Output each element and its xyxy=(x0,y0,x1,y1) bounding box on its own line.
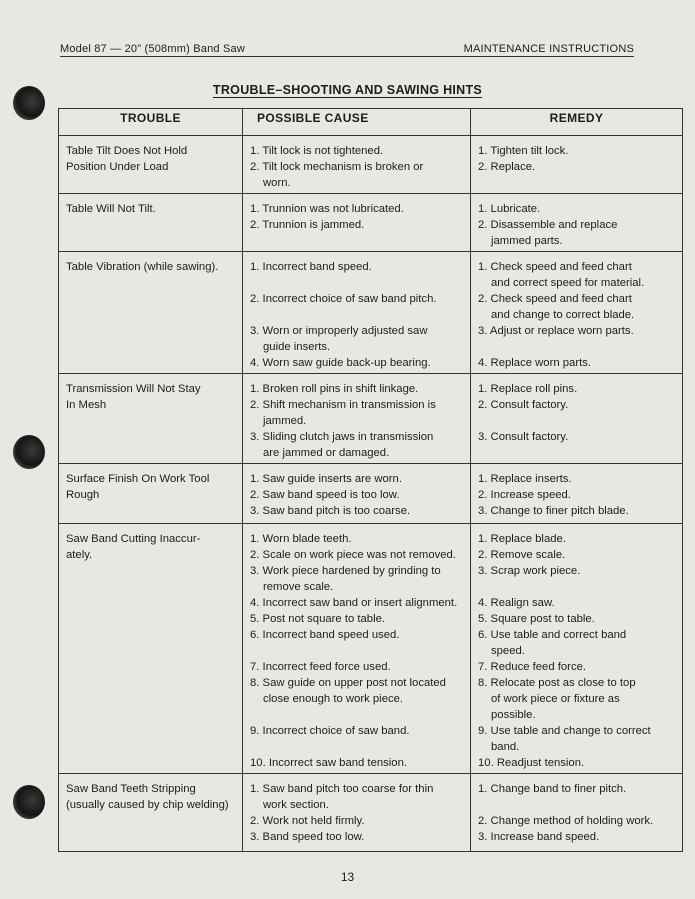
cause-cell xyxy=(243,774,471,852)
remedy-cell xyxy=(471,136,683,194)
running-header xyxy=(60,37,634,57)
remedy-item: 1. Replace blade. xyxy=(478,533,566,545)
column-header-remedy: REMEDY xyxy=(471,109,683,136)
cause-item: 2. Saw band speed is too low. xyxy=(250,489,400,501)
trouble-cell: Surface Finish On Work Tool Rough xyxy=(59,464,243,524)
cause-item: 1. Saw guide inserts are worn. xyxy=(250,473,402,485)
remedy-item: 1. Replace inserts. xyxy=(478,473,572,485)
remedy-item: 2. Disassemble and replace jammed parts. xyxy=(478,219,618,247)
table-row xyxy=(59,464,683,524)
remedy-item: 1. Replace roll pins. xyxy=(478,383,578,395)
cause-cell xyxy=(243,136,471,194)
cause-item: 3. Saw band pitch is too coarse. xyxy=(250,505,411,517)
cause-item: 2. Trunnion is jammed. xyxy=(250,219,365,231)
table-row xyxy=(59,774,683,852)
cause-item: 1. Saw band pitch too coarse for thin work section. xyxy=(250,783,434,811)
table-row xyxy=(59,374,683,464)
cause-item: 2. Scale on work piece was not removed. xyxy=(250,549,456,561)
cause-item: 1. Tilt lock is not tightened. xyxy=(250,145,384,157)
remedy-item: 2. Increase speed. xyxy=(478,489,571,501)
remedy-cell xyxy=(471,194,683,252)
cause-item: 1. Worn blade teeth. xyxy=(250,533,352,545)
cause-item: 9. Incorrect choice of saw band. xyxy=(250,725,410,737)
remedy-item: 3. Consult factory. xyxy=(478,431,569,443)
header-section: MAINTENANCE INSTRUCTIONS xyxy=(463,43,634,55)
cause-cell xyxy=(243,464,471,524)
remedy-item: 5. Square post to table. xyxy=(478,613,595,625)
remedy-item: 2. Replace. xyxy=(478,161,536,173)
trouble-cell: Table Will Not Tilt. xyxy=(59,194,243,252)
trouble-cell: Saw Band Cutting Inaccur- ately. xyxy=(59,524,243,774)
page-title: TROUBLE–SHOOTING AND SAWING HINTS xyxy=(212,83,483,97)
remedy-item: 4. Replace worn parts. xyxy=(478,357,592,369)
cause-cell xyxy=(243,374,471,464)
table-row xyxy=(59,136,683,194)
remedy-item: 3. Change to finer pitch blade. xyxy=(478,505,629,517)
table-header-row xyxy=(59,109,683,136)
column-header-trouble: TROUBLE xyxy=(59,109,243,136)
binder-hole xyxy=(13,785,45,819)
remedy-item: 2. Change method of holding work. xyxy=(478,815,654,827)
cause-item: 4. Worn saw guide back-up bearing. xyxy=(250,357,431,369)
cause-item: 3. Band speed too low. xyxy=(250,831,365,843)
cause-item: 10. Incorrect saw band tension. xyxy=(250,757,407,769)
cause-item: 3. Work piece hardened by grinding to remove scale. xyxy=(250,565,441,593)
cause-item: 1. Trunnion was not lubricated. xyxy=(250,203,404,215)
remedy-item: 4. Realign saw. xyxy=(478,597,555,609)
cause-item: 1. Broken roll pins in shift linkage. xyxy=(250,383,419,395)
cause-item: 8. Saw guide on upper post not located close enough to work piece. xyxy=(250,677,446,705)
trouble-cell: Transmission Will Not Stay In Mesh xyxy=(59,374,243,464)
remedy-cell xyxy=(471,524,683,774)
cause-item: 7. Incorrect feed force used. xyxy=(250,661,391,673)
remedy-item: 7. Reduce feed force. xyxy=(478,661,587,673)
remedy-item: 3. Increase band speed. xyxy=(478,831,600,843)
cause-cell xyxy=(243,194,471,252)
remedy-cell xyxy=(471,774,683,852)
remedy-item: 1. Check speed and feed chart and correct speed for material. xyxy=(478,261,645,289)
remedy-cell xyxy=(471,464,683,524)
remedy-item: 3. Adjust or replace worn parts. xyxy=(478,325,634,337)
header-model: Model 87 — 20" (508mm) Band Saw xyxy=(60,43,245,55)
remedy-item: 6. Use table and correct band speed. xyxy=(478,629,627,657)
cause-item: 6. Incorrect band speed used. xyxy=(250,629,400,641)
remedy-item: 2. Check speed and feed chart and change to correct blade. xyxy=(478,293,635,321)
binder-hole xyxy=(13,435,45,469)
remedy-item: 1. Lubricate. xyxy=(478,203,541,215)
cause-cell xyxy=(243,252,471,374)
remedy-item: 2. Remove scale. xyxy=(478,549,566,561)
remedy-item: 3. Scrap work piece. xyxy=(478,565,581,577)
remedy-item: 8. Relocate post as close to top of work piece or fixture as possible. xyxy=(478,677,636,721)
column-header-cause: POSSIBLE CAUSE xyxy=(243,109,471,136)
cause-item: 1. Incorrect band speed. xyxy=(250,261,372,273)
trouble-cell: Saw Band Teeth Stripping (usually caused by chip welding) xyxy=(59,774,243,852)
remedy-cell xyxy=(471,252,683,374)
cause-item: 5. Post not square to table. xyxy=(250,613,386,625)
cause-item: 2. Incorrect choice of saw band pitch. xyxy=(250,293,437,305)
cause-item: 2. Tilt lock mechanism is broken or worn. xyxy=(250,161,424,189)
remedy-item: 1. Tighten tilt lock. xyxy=(478,145,569,157)
table-row xyxy=(59,194,683,252)
trouble-cell: Table Tilt Does Not Hold Position Under Load xyxy=(59,136,243,194)
cause-item: 3. Sliding clutch jaws in transmission are jammed or damaged. xyxy=(250,431,434,459)
cause-cell xyxy=(243,524,471,774)
cause-item: 2. Shift mechanism in transmission is jammed. xyxy=(250,399,436,427)
troubleshooting-table xyxy=(58,108,683,852)
trouble-cell: Table Vibration (while sawing). xyxy=(59,252,243,374)
table-row xyxy=(59,252,683,374)
cause-item: 3. Worn or improperly adjusted saw guide inserts. xyxy=(250,325,428,353)
remedy-cell xyxy=(471,374,683,464)
cause-item: 4. Incorrect saw band or insert alignment. xyxy=(250,597,458,609)
cause-item: 2. Work not held firmly. xyxy=(250,815,365,827)
remedy-item: 1. Change band to finer pitch. xyxy=(478,783,627,795)
page-number: 13 xyxy=(340,870,355,884)
remedy-item: 10. Readjust tension. xyxy=(478,757,585,769)
remedy-item: 9. Use table and change to correct band. xyxy=(478,725,651,753)
table-row xyxy=(59,524,683,774)
remedy-item: 2. Consult factory. xyxy=(478,399,569,411)
